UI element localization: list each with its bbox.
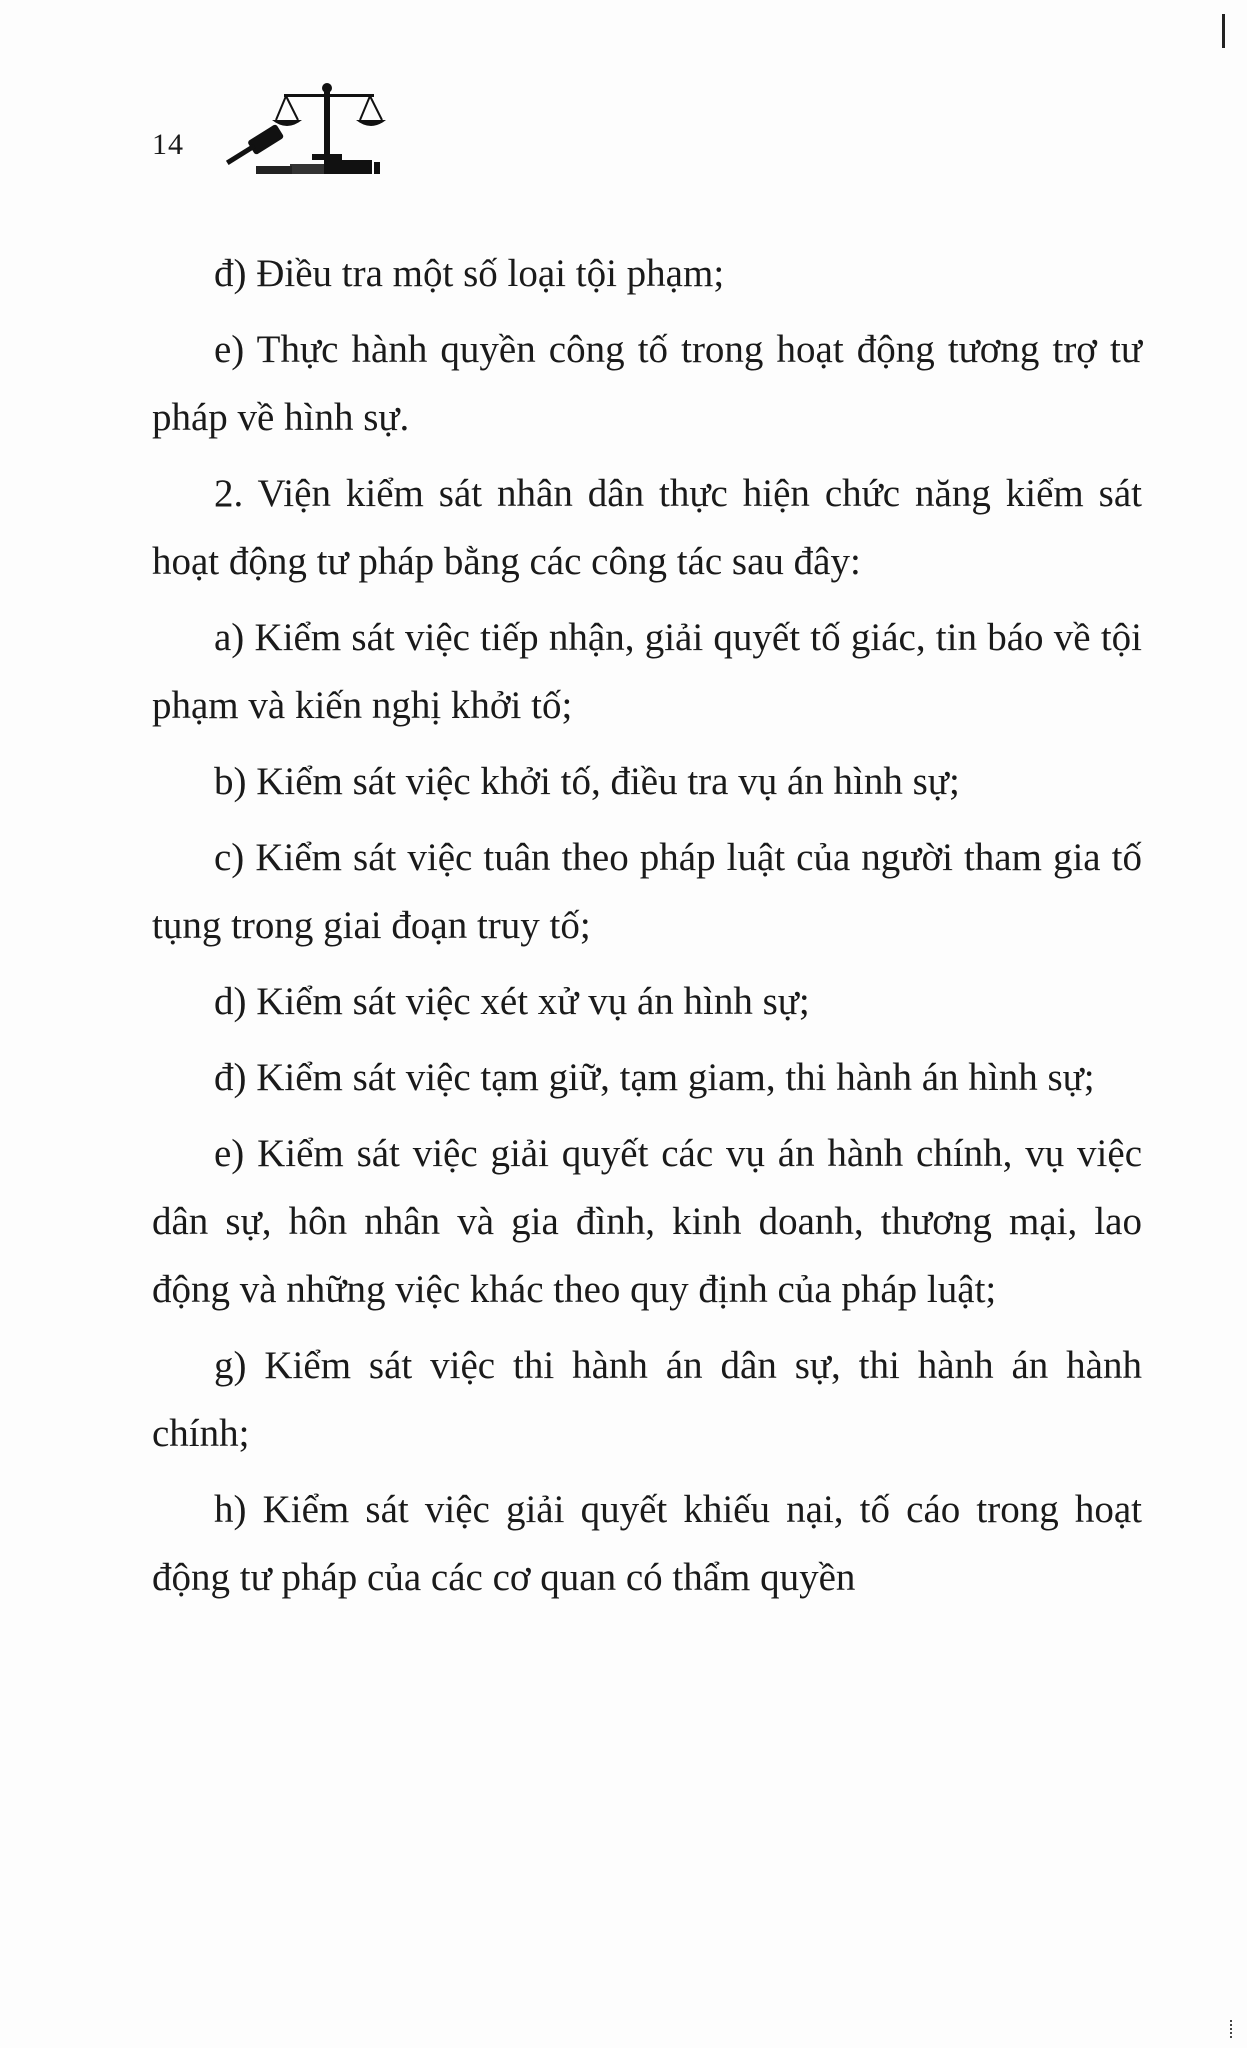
paragraph-2-kiem-sat: 2. Viện kiểm sát nhân dân thực hiện chức năng kiểm sát hoạt động tư pháp bằng các công tác sau đây: <box>152 472 1142 583</box>
scan-edge-mark <box>1222 14 1225 48</box>
paragraph-c: c) Kiểm sát việc tuân theo pháp luật của người tham gia tố tụng trong giai đoạn truy tố; <box>152 836 1142 947</box>
paragraph-dd: đ) Kiểm sát việc tạm giữ, tạm giam, thi hành án hình sự; <box>214 1056 1095 1099</box>
scan-specks <box>1230 2020 1236 2038</box>
paragraph-h: h) Kiểm sát việc giải quyết khiếu nại, tố cáo trong hoạt động tư pháp của các cơ quan có thẩm quyền <box>152 1488 1142 1599</box>
paragraph-d: d) Kiểm sát việc xét xử vụ án hình sự; <box>214 980 810 1023</box>
paragraph-e: e) Kiểm sát việc giải quyết các vụ án hành chính, vụ việc dân sự, hôn nhân và gia đình, kinh doanh, thương mại, lao động và những việc khác theo quy định của pháp luật; <box>152 1132 1142 1311</box>
paragraph-a: a) Kiểm sát việc tiếp nhận, giải quyết tố giác, tin báo về tội phạm và kiến nghị khởi tố; <box>152 616 1142 727</box>
scales-of-justice-with-gavel-icon <box>224 80 399 176</box>
paragraph-dd-dieu-tra: đ) Điều tra một số loại tội phạm; <box>214 252 725 295</box>
page-header <box>152 80 452 180</box>
paragraph-e-cong-to: e) Thực hành quyền công tố trong hoạt động tương trợ tư pháp về hình sự. <box>152 328 1142 439</box>
page-number: 14 <box>152 128 184 161</box>
paragraph-b: b) Kiểm sát việc khởi tố, điều tra vụ án hình sự; <box>214 760 960 803</box>
paragraph-g: g) Kiểm sát việc thi hành án dân sự, thi hành án hành chính; <box>152 1344 1142 1455</box>
body-text <box>152 240 1142 1620</box>
